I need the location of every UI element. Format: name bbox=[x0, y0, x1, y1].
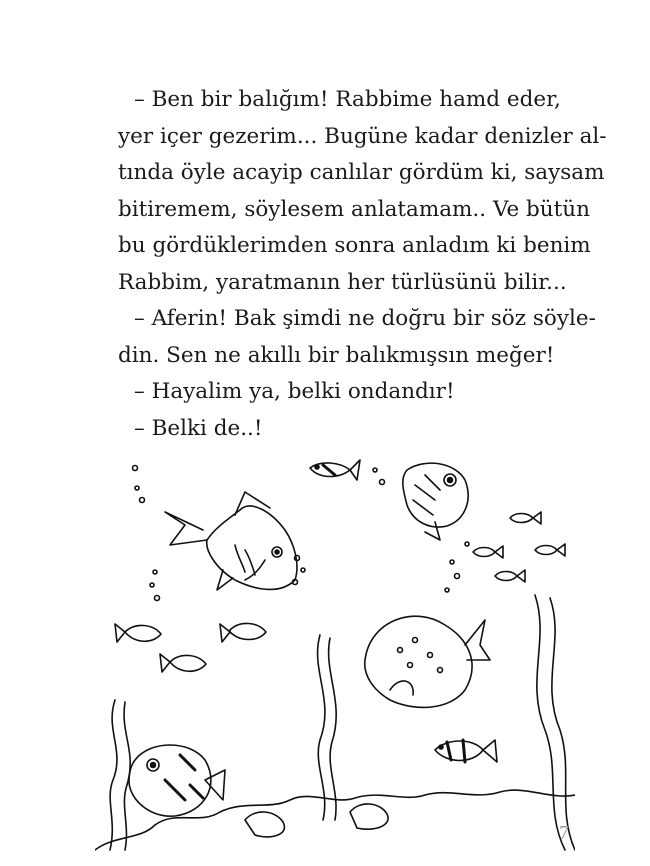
boxfish bbox=[403, 463, 468, 540]
story-text bbox=[118, 82, 607, 447]
bubbles-left bbox=[133, 466, 160, 601]
page-number: 7 bbox=[559, 822, 569, 844]
clown-fish bbox=[435, 740, 497, 762]
text-line-9: – Hayalim ya, belki ondandır! bbox=[134, 379, 455, 404]
text-line-1: – Ben bir balığım! Rabbime hamd eder, bbox=[134, 87, 561, 112]
puffer-fish bbox=[129, 745, 225, 816]
text-line-7: – Aferin! Bak şimdi ne doğru bir söz söyle- bbox=[134, 306, 596, 331]
fish-illustration bbox=[95, 440, 575, 860]
text-line-10: – Belki de..! bbox=[134, 415, 263, 441]
small-fish-top bbox=[310, 460, 360, 480]
text-line-3: tında öyle acayip canlılar gördüm ki, saysam bbox=[118, 160, 605, 185]
text-line-5: bu gördüklerimden sonra anladım ki benim bbox=[118, 233, 591, 258]
text-line-8: din. Sen ne akıllı bir balıkmışsın meğer! bbox=[118, 342, 555, 368]
bubbles-mid bbox=[293, 468, 470, 592]
small-fish-left bbox=[115, 623, 266, 672]
large-fish bbox=[165, 492, 297, 590]
tiny-fish-cluster bbox=[473, 512, 565, 582]
text-line-2: yer içer gezerim... Bugüne kadar denizler al- bbox=[118, 123, 607, 149]
flounder-fish bbox=[365, 616, 490, 707]
text-line-4: bitiremem, söylesem anlatamam.. Ve bütün bbox=[118, 196, 590, 222]
seaweed bbox=[110, 595, 575, 850]
text-line-6: Rabbim, yaratmanın her türlüsünü bilir... bbox=[118, 269, 567, 295]
